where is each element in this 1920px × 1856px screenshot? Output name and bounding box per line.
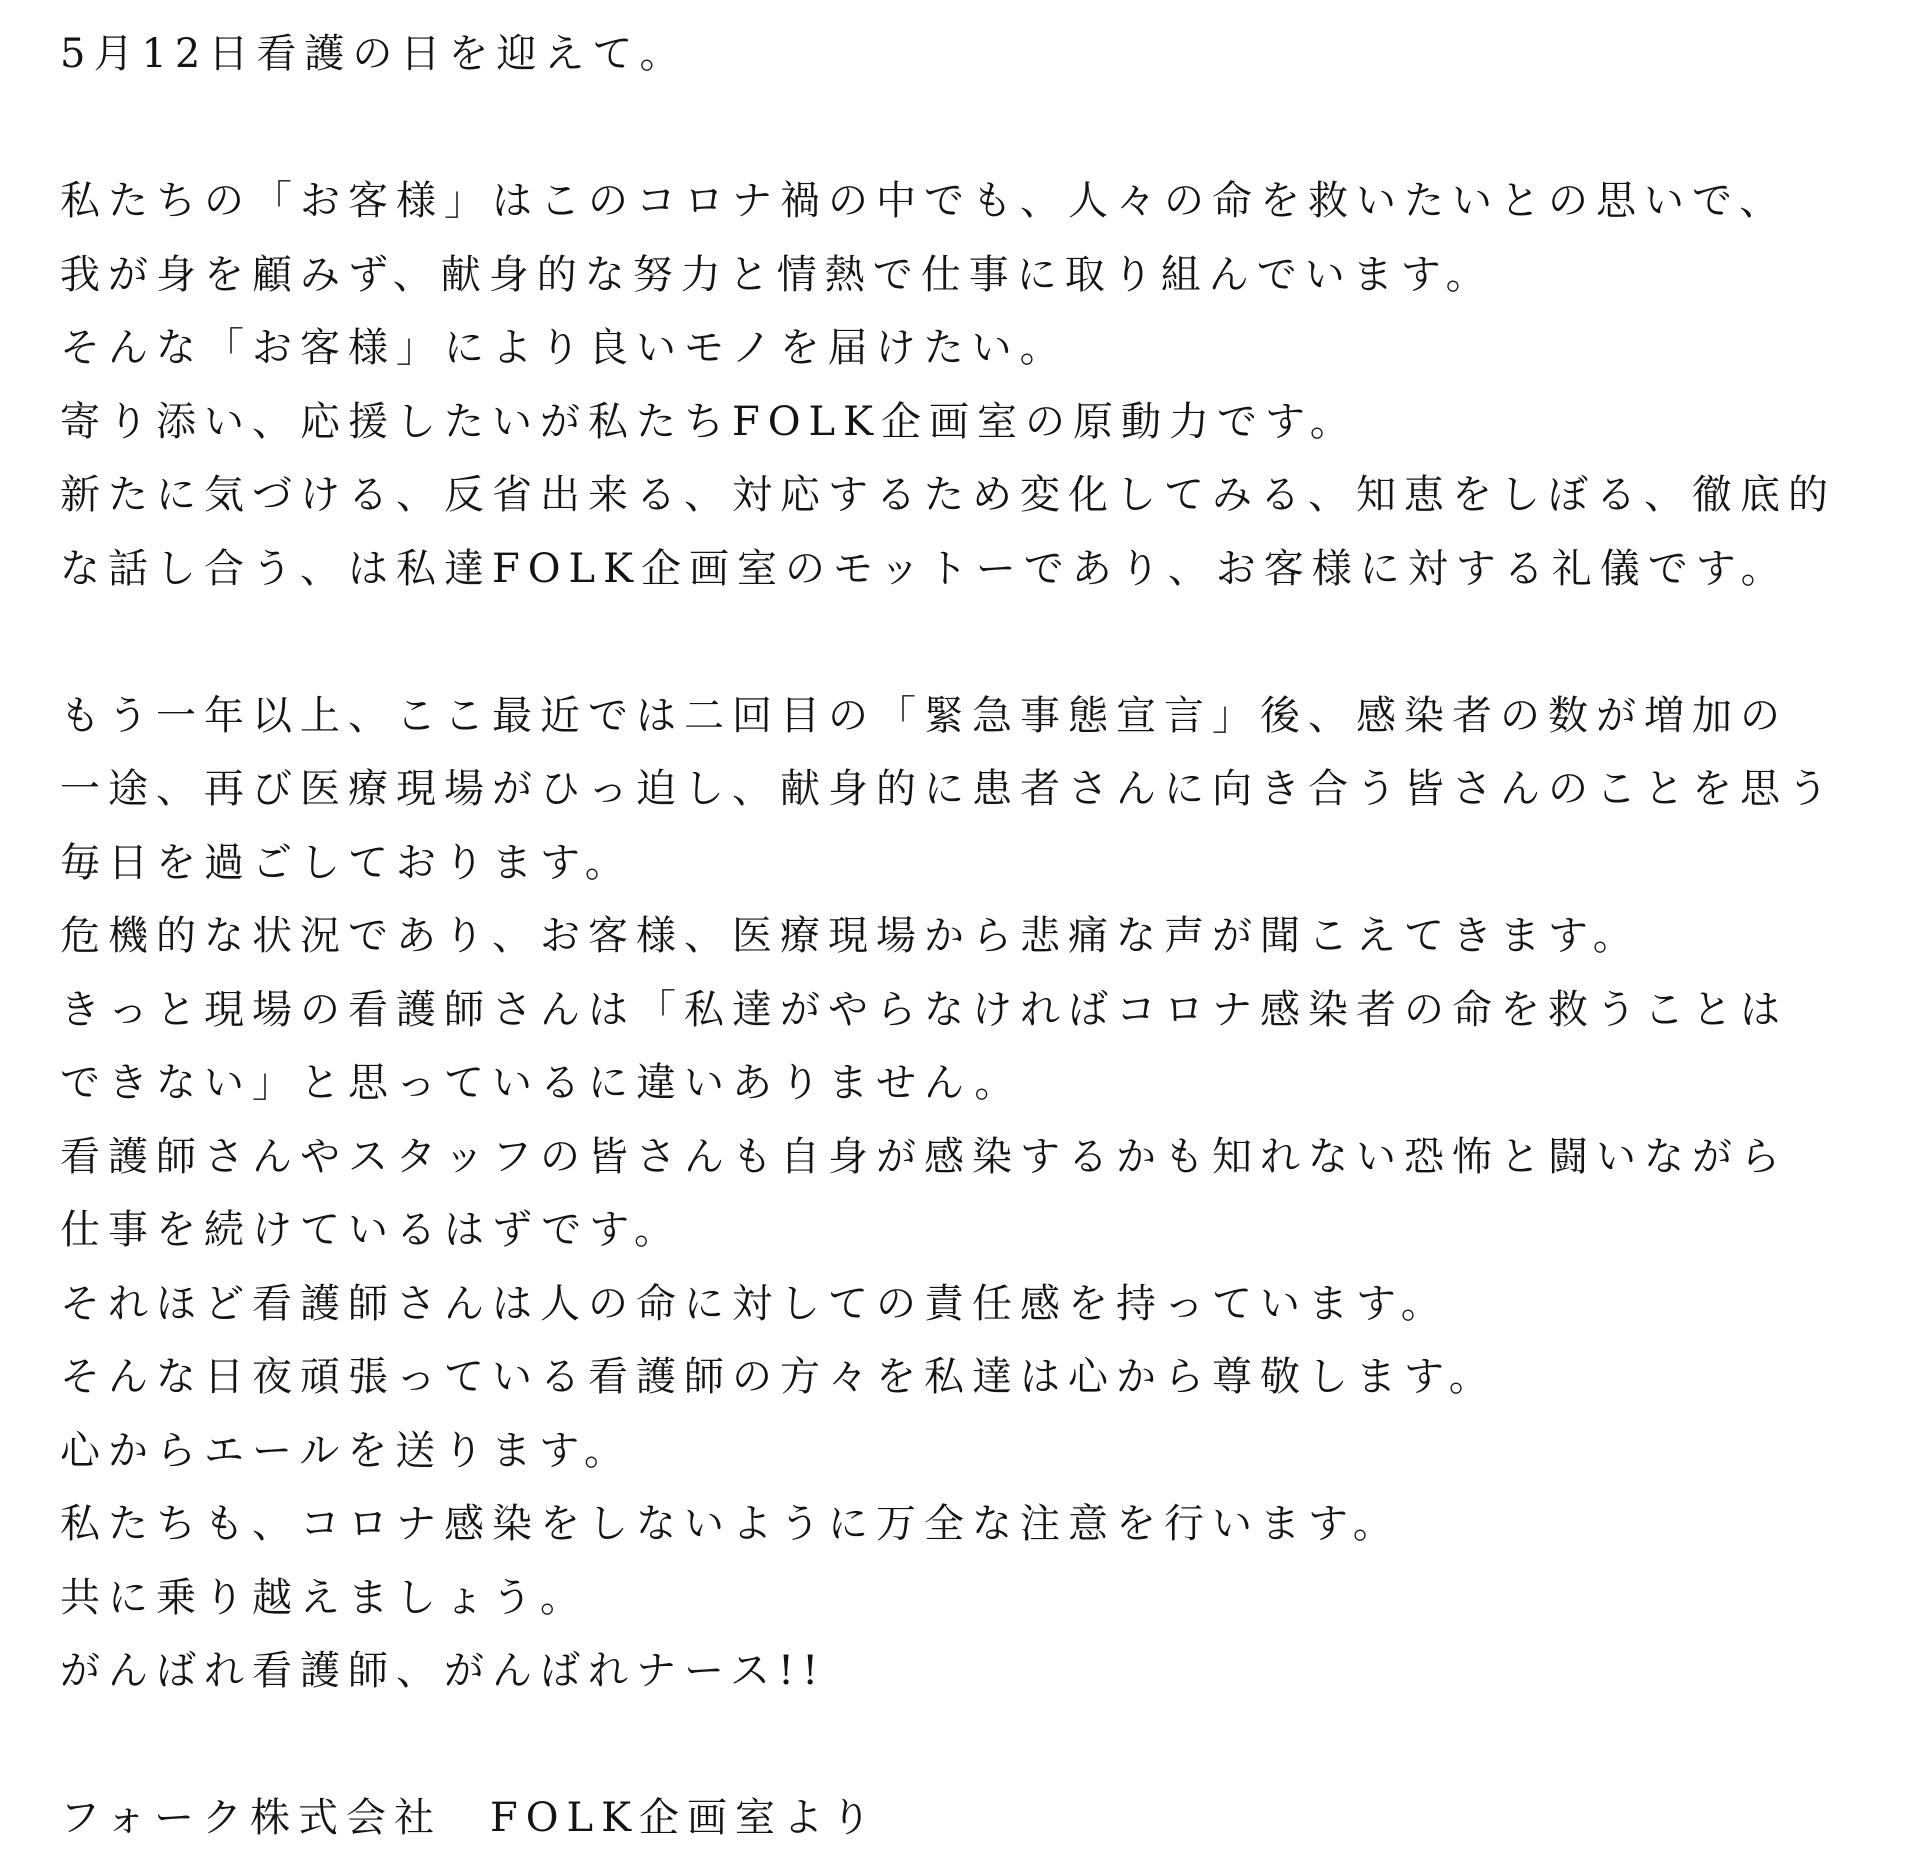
spacer: [60, 92, 1900, 166]
paragraph1-line: な話し合う、は私達FOLK企画室のモットーであり、お客様に対する礼儀です。: [60, 545, 1789, 592]
paragraph2-line: もう一年以上、ここ最近では二回目の「緊急事態宣言」後、感染者の数が増加の: [60, 692, 1788, 739]
spacer: [60, 1709, 1900, 1783]
paragraph2-line: 心からエールを送ります。: [60, 1427, 632, 1474]
paragraph1-line: そんな「お客様」により良いモノを届けたい。: [60, 325, 1068, 371]
paragraph1-line: 新たに気づける、反省出来る、対応するため変化してみる、知恵をしぼる、徹底的: [60, 472, 1836, 518]
spacer: [60, 606, 1900, 680]
paragraph1-line: 我が身を顧みず、献身的な努力と情熱で仕事に取り組んでいます。: [60, 251, 1494, 298]
paragraph2-line: 看護師さんやスタッフの皆さんも自身が感染するかも知れない恐怖と闘いながら: [60, 1133, 1788, 1180]
paragraph1-line: 寄り添い、応援したいが私たちFOLK企画室の原動力です。: [60, 398, 1358, 445]
paragraph2-line: できない」と思っているに違いありません。: [60, 1060, 1023, 1106]
letter-title: 5月12日看護の日を迎えて。: [60, 31, 688, 77]
paragraph2-line: がんばれ看護師、がんばれナース!!: [60, 1648, 827, 1694]
paragraph2-line: 共に乗り越えましょう。: [60, 1574, 588, 1621]
paragraph2-line: きっと現場の看護師さんは「私達がやらなければコロナ感染者の命を救うことは: [60, 986, 1788, 1033]
paragraph1-line: 私たちの「お客様」はこのコロナ禍の中でも、人々の命を救いたいとの思いで、: [60, 178, 1788, 224]
signature: フォーク株式会社 FOLK企画室より: [60, 1795, 879, 1841]
paragraph2-line: そんな日夜頑張っている看護師の方々を私達は心から尊敬します。: [60, 1354, 1497, 1400]
paragraph2-line: 一途、再び医療現場がひっ迫し、献身的に患者さんに向き合う皆さんのことを思う: [60, 766, 1836, 812]
letter-body: [60, 18, 1900, 1856]
paragraph2-line: 危機的な状況であり、お客様、医療現場から悲痛な声が聞こえてきます。: [60, 913, 1641, 959]
paragraph2-line: 仕事を続けているはずです。: [60, 1207, 682, 1253]
paragraph2-line: 私たちも、コロナ感染をしないように万全な注意を行います。: [60, 1501, 1401, 1547]
paragraph2-line: 毎日を過ごしております。: [60, 839, 633, 886]
paragraph2-line: それほど看護師さんは人の命に対しての責任感を持っています。: [60, 1280, 1449, 1327]
